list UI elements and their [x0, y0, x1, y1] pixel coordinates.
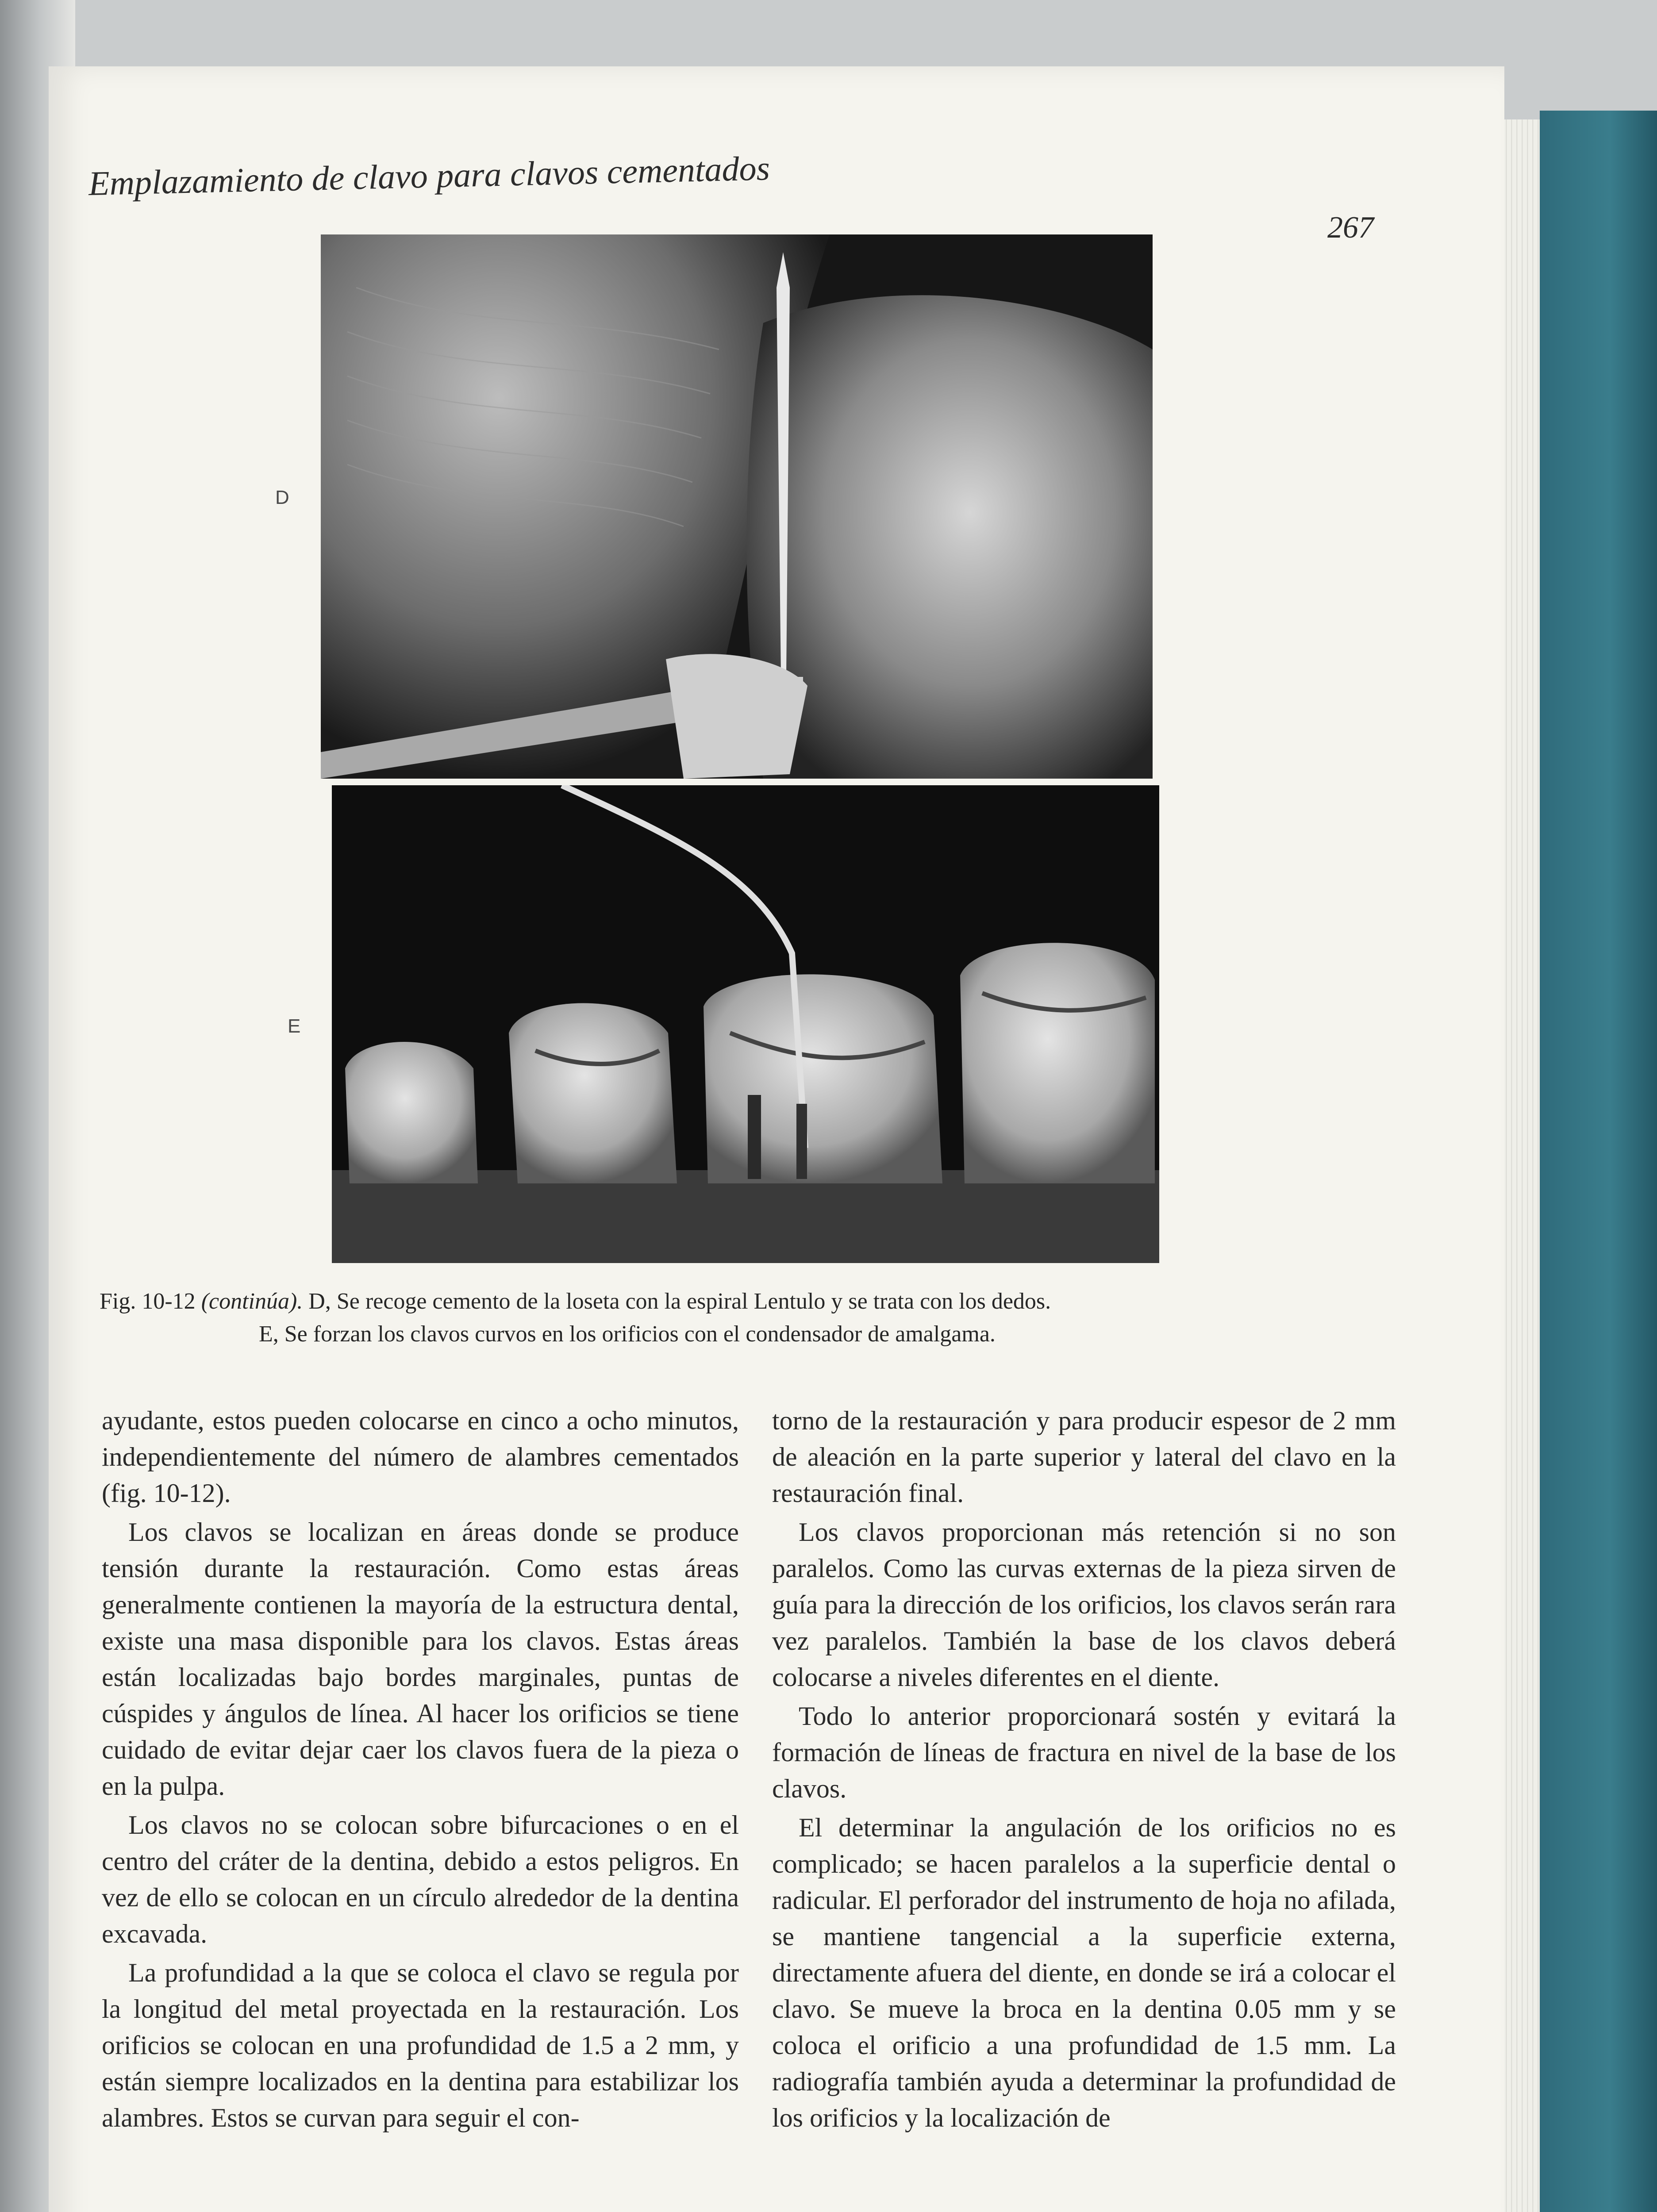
teeth-pins-image — [332, 785, 1159, 1263]
panel-d-label: D — [275, 487, 289, 508]
paragraph: Los clavos proporcionan más retención si no son paralelos. Como las curvas externas de la pieza sirven de guía para la dirección de los orificios, los clavos serán rara vez paralelos. También la base de los clavos deberá colocarse a niveles diferentes en el diente. — [772, 1517, 1396, 1692]
paragraph: torno de la restauración y para producir espesor de 2 mm de aleación en la parte superior y lateral del clavo en la restauración final. — [772, 1406, 1396, 1508]
paragraph: Todo lo anterior proporcionará sostén y evitará la formación de líneas de fractura en nivel de la base de los clavos. — [772, 1701, 1396, 1803]
figure-panel-d-photo — [321, 234, 1153, 779]
paragraph: La profundidad a la que se coloca el clavo se regula por la longitud del metal proyectada en la restauración. Los orificios se colocan en una profundidad de 1.5 a 2 mm, y están siempre localizados en la dentina para estabilizar los alambres. Estos se curvan para seguir el con- — [102, 1958, 739, 2132]
paragraph: El determinar la angulación de los orificios no es complicado; se hacen paralelos a la superficie dental o radicular. El perforador del instrumento de hoja no afilada, se mantiene tangencial a la superficie externa, directamente afuera del diente, en donde se irá a colocar el clavo. Se mueve la broca en la dentina 0.05 mm y se coloca el orificio a una profundidad de 1.5 mm. La radiografía también ayuda a determinar la profundidad de los orificios y la localización de — [772, 1813, 1396, 2132]
caption-line-2: E, Se forzan los clavos curvos en los orificios con el condensador de amalgama. — [259, 1321, 996, 1347]
body-column-right — [772, 1402, 1396, 2139]
page-number: 267 — [1327, 211, 1374, 245]
body-column-left — [102, 1402, 739, 2139]
figure-panel-e-photo — [332, 785, 1159, 1263]
paragraph: Los clavos no se colocan sobre bifurcaciones o en el centro del cráter de la dentina, debido a estos peligros. En vez de ello se colocan en un círculo alrededor de la dentina excavada. — [102, 1810, 739, 1948]
caption-label: Fig. 10-12 — [100, 1289, 196, 1314]
caption-line-1: D, Se recoge cemento de la loseta con la espiral Lentulo y se trata con los dedos. — [308, 1289, 1051, 1314]
paragraph: Los clavos se localizan en áreas donde se produce tensión durante la restauración. Como estas áreas generalmente contienen la mayoría de la estructura dental, existe una masa disponible para los clavos. Estas áreas están localizadas bajo bordes marginales, puntas de cúspides y ángulos de línea. Al hacer los orificios se tiene cuidado de evitar dejar caer los clavos fuera de la pieza o en la pulpa. — [102, 1517, 739, 1801]
caption-continua: (continúa). — [201, 1289, 303, 1314]
paragraph: ayudante, estos pueden colocarse en cinco a ocho minutos, independientemente del número de alambres cementados (fig. 10-12). — [102, 1406, 739, 1508]
panel-e-label: E — [288, 1015, 301, 1037]
fingers-lentulo-image — [321, 234, 1153, 779]
book-cover-edge — [1540, 111, 1657, 2212]
running-head: Emplazamiento de clavo para clavos cementados — [88, 149, 770, 203]
figure-caption — [100, 1285, 1405, 1351]
